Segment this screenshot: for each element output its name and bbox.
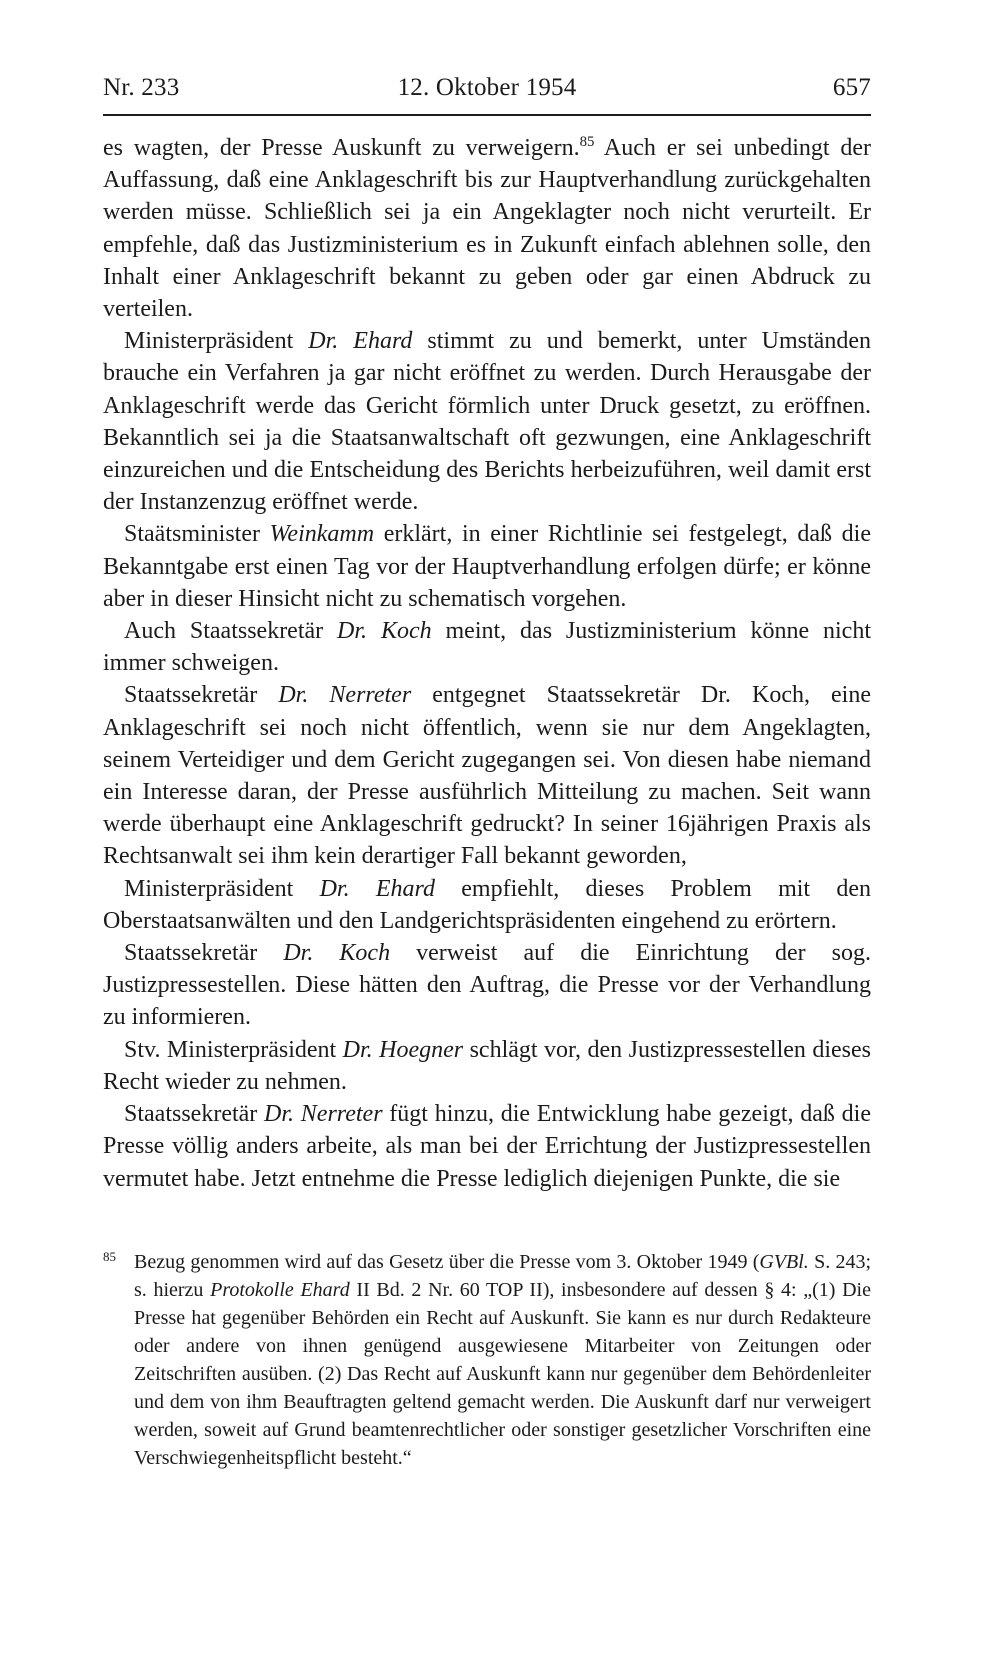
italic-run: Dr. Koch (337, 618, 432, 645)
header-date: 12. Oktober 1954 (397, 74, 577, 101)
text-run: schlägt vor, den Justizpressestellen dieses Recht wieder zu nehmen. (103, 1036, 871, 1095)
footnote-section (103, 1248, 871, 1472)
header-rule (103, 114, 871, 116)
text-run: Ministerpräsident (124, 328, 309, 355)
text-run: Ministerpräsident (124, 875, 320, 902)
italic-run: Weinkamm (269, 521, 375, 548)
text-run: Staatssekretär (124, 940, 284, 967)
footnote: $^{85}$ Bezug genommen wird auf das Gesetz über die Presse vom 3. Oktober 1949 (GVBl. S. 243; s. hierzu Protokolle Ehard II Bd. 2 Nr. 60 TOP II), insbesondere auf dessen § 4: „(1) Die Presse hat gegenüber Behörden ein Recht auf Auskunft. Sie kann es nur durch Redakteure oder andere von ihnen genügend ausgewiesene Mitarbeiter von Zeitungen oder Zeitschriften ausüben. (2) Das Recht auf Auskunft kann nur gegenüber dem Behördenleiter und dem von ihm Beauftragten geltend gemacht werden. Die Auskunft darf nur verweigert werden, soweit auf Grund beamtenrechtlicher oder sonstiger gesetzlicher Vorschriften eine Verschwiegenheitspflicht besteht.“ (103, 1249, 872, 1469)
document-page (103, 0, 871, 1195)
paragraph (103, 1034, 871, 1098)
italic-run: Dr. Nerreter (278, 682, 412, 709)
text-run: Staatssekretär (124, 682, 279, 709)
italic-run: Dr. Ehard (308, 328, 413, 355)
text-run: erklärt, in einer Richtlinie sei festgelegt, daß die Bekanntgabe erst einen Tag vor der Hauptverhandlung erfolgen dürfe; er könne aber in dieser Hinsicht nicht zu schematisch vorgehen. (103, 521, 871, 612)
text-run: meint, das Justizministerium könne nicht immer schweigen. (103, 618, 872, 677)
italic-run: Dr. Ehard (319, 875, 435, 902)
text-run: verweist auf die Einrichtung der sog. Justizpressestellen. Diese hätten den Auftrag, die Presse vor der Verhandlung zu informieren. (103, 940, 872, 1031)
header-page-number: 657 (832, 74, 871, 101)
paragraph (103, 679, 871, 872)
header-issue-number: Nr. 233 (103, 74, 180, 101)
text-run: Bezug genommen wird auf das Gesetz über die Presse vom 3. Oktober 1949 ( (134, 1251, 760, 1273)
italic-run: Dr. Nerreter (264, 1101, 383, 1128)
text-run: empfiehlt, dieses Problem mit den Oberstaatsanwälten und den Landgerichtspräsidenten eingehend zu erörtern. (103, 875, 872, 934)
italic-run: GVBl. (759, 1251, 809, 1273)
text-run: S. 243; s. hierzu (134, 1251, 872, 1301)
text-run: Auch Staatssekretär (124, 618, 338, 645)
text-run: Staatssekretär (124, 1101, 265, 1128)
running-header (103, 0, 871, 102)
paragraph (103, 518, 871, 615)
paragraph (103, 937, 871, 1034)
text-run: Stv. Ministerpräsident (124, 1036, 343, 1063)
italic-run: Dr. Koch (283, 940, 391, 967)
paragraph (103, 873, 871, 937)
paragraph (103, 325, 871, 518)
footnote-text (134, 1251, 871, 1469)
paragraph (103, 132, 871, 325)
body-text (103, 132, 871, 1195)
paragraph (103, 615, 871, 679)
text-run: es wagten, der Presse Auskunft zu verweigern. (103, 135, 580, 161)
paragraph (103, 1098, 871, 1195)
text-run: Auch er sei unbedingt der Auffassung, daß eine Anklageschrift bis zur Hauptverhandlung zurückgehalten werden müsse. Schließlich sei ja ein Angeklagter noch nicht verurteilt. Er empfehle, daß das Justizministerium es in Zukunft einfach ablehnen solle, den Inhalt einer Anklageschrift bekannt zu geben oder gar einen Abdruck zu verteilen. (103, 135, 871, 323)
text-run: fügt hinzu, die Entwicklung habe gezeigt, daß die Presse völlig anders arbeite, als man bei der Errichtung der Justizpressestellen vermutet habe. Jetzt entnehme die Presse lediglich diejenigen Punkte, die sie (103, 1101, 871, 1192)
text-run: entgegnet Staatssekretär Dr. Koch, eine Anklageschrift sei noch nicht öffentlich, wenn sie nur dem Angeklagten, seinem Verteidiger und dem Gericht zugegangen sei. Von diesen habe niemand ein Interesse daran, der Presse ausführlich Mitteilung zu machen. Seit wann werde überhaupt eine Anklageschrift gedruckt? In seiner 16jährigen Praxis als Rechtsanwalt sei ihm kein derartiger Fall bekannt geworden, (103, 682, 872, 870)
italic-run: Dr. Hoegner (342, 1036, 464, 1063)
text-run: stimmt zu und bemerkt, unter Umständen brauche ein Verfahren ja gar nicht eröffnet zu werden. Durch Herausgabe der Anklageschrift werde das Gericht förmlich unter Druck gesetzt, zu eröffnen. Bekanntlich sei ja die Staatsanwaltschaft oft gezwungen, eine Anklageschrift einzureichen und die Entscheidung des Berichts herbeizuführen, weil damit erst der Instanzenzug eröffnet werde. (103, 328, 871, 516)
italic-run: Protokolle Ehard (210, 1279, 350, 1301)
text-run: II Bd. 2 Nr. 60 TOP II), insbesondere auf dessen § 4: „(1) Die Presse hat gegenüber Behörden ein Recht auf Auskunft. Sie kann es nur durch Redakteure oder andere von ihnen genügend ausgewiesene Mitarbeiter von Zeitungen oder Zeitschriften ausüben. (2) Das Recht auf Auskunft kann nur gegenüber dem Behördenleiter und dem von ihm Beauftragten geltend gemacht werden. Die Auskunft darf nur verweigert werden, soweit auf Grund beamtenrechtlicher oder sonstiger gesetzlicher Vorschriften eine Verschwiegenheitspflicht besteht.“ (134, 1279, 871, 1469)
text-run: Staätsminister (124, 521, 270, 548)
footnote-ref: 85 (579, 134, 595, 150)
